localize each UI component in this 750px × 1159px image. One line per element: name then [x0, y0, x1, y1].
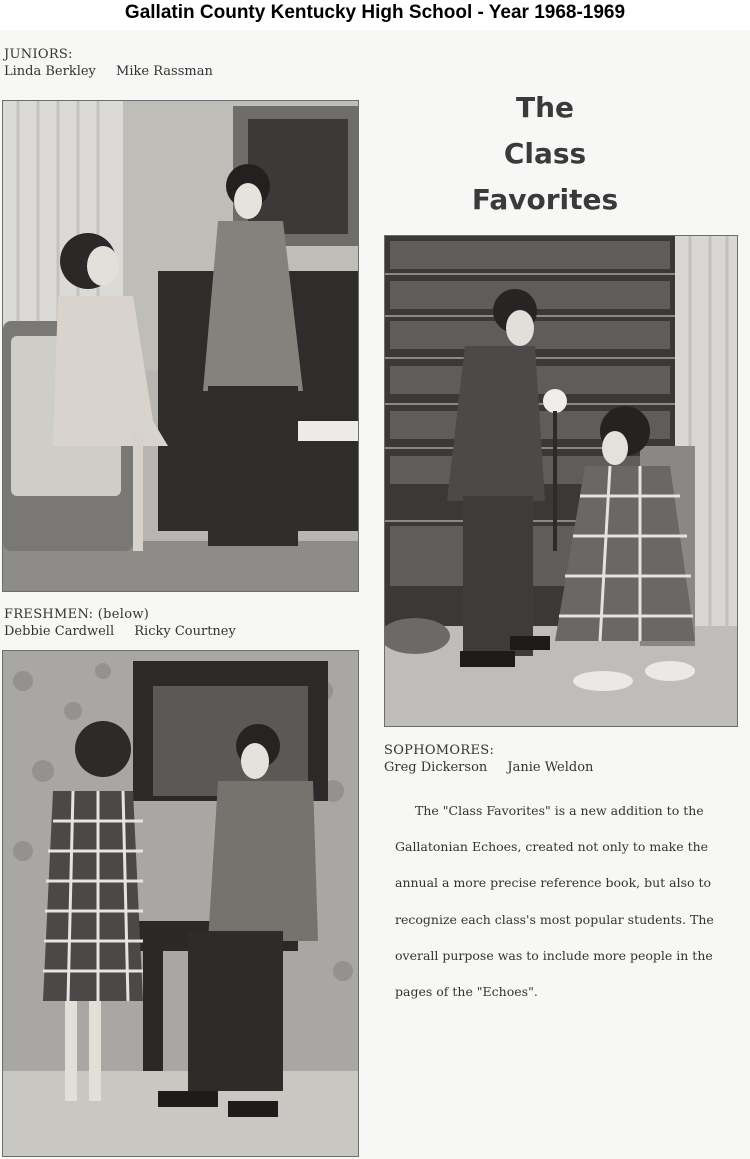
- sophomores-caption: [384, 742, 609, 776]
- title-line-3: Favorites: [471, 183, 619, 216]
- page-header: [0, 0, 750, 30]
- juniors-photo: [2, 100, 359, 592]
- sophomore-name-2: Janie Weldon: [507, 760, 594, 775]
- title-line-2: Class: [503, 137, 587, 170]
- page-header-title: Gallatin County Kentucky High School - Year 1968-1969: [124, 2, 626, 23]
- juniors-photo-image: [3, 101, 358, 591]
- freshmen-photo-image: [3, 651, 358, 1156]
- sophomore-name-1: Greg Dickerson: [384, 760, 488, 775]
- class-favorites-story: [395, 793, 725, 1010]
- freshman-name-1: Debbie Cardwell: [4, 624, 115, 639]
- story-paragraph: The "Class Favorites" is a new addition to the Gallatonian Echoes, created not only to make the annual a more precise reference book, but also to recognize each class's most popular students. The overall purpose was to include more people in the pages of the "Echoes".: [395, 803, 714, 1000]
- freshman-name-2: Ricky Courtney: [134, 624, 236, 639]
- class-favorites-title: [440, 85, 650, 223]
- sophomores-photo-image: [385, 236, 737, 726]
- freshmen-caption: [4, 606, 252, 640]
- juniors-heading: JUNIORS:: [4, 47, 73, 62]
- junior-name-1: Linda Berkley: [4, 64, 96, 79]
- freshmen-photo: [2, 650, 359, 1157]
- freshmen-heading: FRESHMEN: (below): [4, 607, 150, 622]
- sophomores-heading: SOPHOMORES:: [384, 743, 495, 758]
- juniors-caption: [4, 46, 229, 80]
- title-line-1: The: [515, 91, 575, 124]
- sophomores-photo: [384, 235, 738, 727]
- junior-name-2: Mike Rassman: [116, 64, 213, 79]
